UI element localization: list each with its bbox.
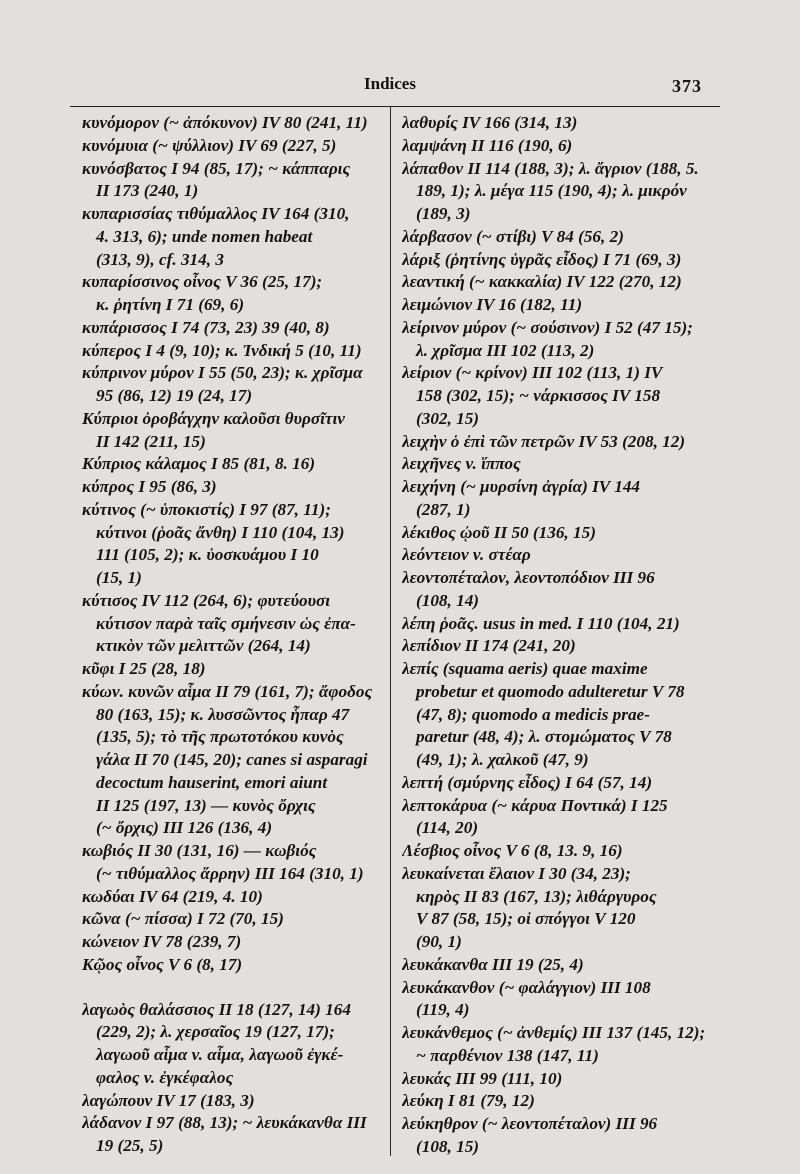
entry-headword-line: λαθυρίς IV 166 (314, 13)	[402, 113, 578, 132]
entry-headword-line: Κύπριος κάλαμος I 85 (81, 8. 16)	[82, 454, 316, 474]
entry-continuation-line: (~ ὄρχις) III 126 (136, 4)	[96, 818, 273, 838]
entry-continuation-line: (313, 9), cf. 314, 3	[96, 249, 224, 269]
index-entry	[82, 476, 382, 499]
index-entry	[82, 1090, 382, 1113]
entry-continuation-line: II 173 (240, 1)	[96, 181, 199, 201]
entry-continuation-line: (90, 1)	[416, 932, 462, 951]
index-entry	[402, 863, 720, 954]
index-column-left	[82, 112, 382, 1158]
index-entry	[402, 977, 720, 1023]
entry-continuation-line: λ. χρῖσμα III 102 (113, 2)	[416, 340, 595, 360]
entry-headword-line: λεπτοκάρυα (~ κάρυα Ποντικά) I 125	[402, 795, 668, 815]
entry-continuation-line: κύτισον παρὰ ταῖς σμήνεσιν ὡς ἐπα-	[96, 613, 356, 633]
entry-continuation-line: ~ παρθένιον 138 (147, 11)	[416, 1045, 599, 1065]
entry-headword-line: λειχὴν ὁ ἐπὶ τῶν πετρῶν IV 53 (208, 12)	[402, 431, 686, 451]
index-entry	[402, 112, 720, 135]
entry-continuation-line: (287, 1)	[416, 499, 471, 519]
entry-continuation-line: (15, 1)	[96, 568, 142, 587]
entry-headword-line: λαγώπουν IV 17 (183, 3)	[82, 1090, 255, 1110]
index-entry	[402, 362, 720, 430]
entry-headword-line: λείριον (~ κρίνον) III 102 (113, 1) IV	[402, 363, 663, 383]
index-entry	[82, 658, 382, 681]
entry-headword-line: λεοντοπέταλον, λεοντοπόδιον III 96	[402, 568, 655, 587]
entry-headword-line: κωβιός II 30 (131, 16) — κωβιός	[82, 841, 317, 860]
entry-headword-line: κυπάρισσος I 74 (73, 23) 39 (40, 8)	[82, 317, 330, 337]
index-entry	[402, 1113, 720, 1159]
entry-headword-line: λεύκη I 81 (79, 12)	[402, 1091, 535, 1111]
running-head: Indices	[364, 74, 416, 93]
entry-headword-line: λάπαθον II 114 (188, 3); λ. ἄγριον (188, 5.	[402, 158, 699, 178]
entry-headword-line: λάριξ (ῥητίνης ὑγρᾶς εἶδος) I 71 (69, 3)	[402, 249, 682, 269]
index-entry	[402, 954, 720, 977]
index-entry	[82, 271, 382, 317]
index-entry	[402, 613, 720, 636]
entry-headword-line: κύπρος I 95 (86, 3)	[82, 477, 217, 496]
entry-continuation-line: (229, 2); λ. χερσαῖος 19 (127, 17);	[96, 1022, 335, 1042]
index-entry	[82, 203, 382, 271]
entry-continuation-line: (108, 15)	[416, 1136, 480, 1156]
entry-headword-line: λειχῆνες v. ἵππος	[402, 454, 521, 474]
entry-headword-line: κυπαρισσίας τιθύμαλλος IV 164 (310,	[82, 204, 350, 223]
index-entry	[82, 499, 382, 590]
entry-headword-line: λεπτή (σμύρνης εἶδος) I 64 (57, 14)	[402, 772, 653, 792]
entry-continuation-line: φαλος v. ἐγκέφαλος	[96, 1067, 234, 1087]
entry-headword-line: Λέσβιος οἶνος V 6 (8, 13. 9, 16)	[402, 841, 623, 860]
index-column-right	[402, 112, 720, 1159]
index-entry	[82, 886, 382, 909]
entry-headword-line: κύων. κυνῶν αἷμα II 79 (161, 7); ἄφοδος	[82, 681, 373, 701]
index-entry	[82, 1112, 382, 1158]
entry-continuation-line: 19 (25, 5)	[96, 1136, 164, 1155]
index-entry	[82, 681, 382, 840]
entry-continuation-line: (108, 14)	[416, 590, 480, 610]
index-entry	[82, 408, 382, 454]
entry-continuation-line: 80 (163, 15); κ. λυσσῶντος ἧπαρ 47	[96, 704, 350, 724]
entry-headword-line: λευκάνθεμος (~ ἀνθεμίς) III 137 (145, 12);	[402, 1023, 706, 1042]
entry-continuation-line: (114, 20)	[416, 818, 479, 838]
index-entry	[402, 1022, 720, 1068]
index-entry	[402, 658, 720, 772]
index-entry	[82, 931, 382, 954]
index-entry	[402, 840, 720, 863]
entry-continuation-line: (189, 3)	[416, 204, 471, 223]
entry-continuation-line: κτικὸν τῶν μελιττῶν (264, 14)	[96, 636, 311, 656]
entry-headword-line: λεαντική (~ κακκαλία) IV 122 (270, 12)	[402, 272, 682, 292]
entry-continuation-line: κ. ῥητίνη I 71 (69, 6)	[96, 295, 245, 314]
entry-headword-line: λαγωὸς θαλάσσιος II 18 (127, 14) 164	[82, 999, 351, 1019]
header-rule	[70, 106, 720, 107]
entry-headword-line: λεπίδιον II 174 (241, 20)	[402, 636, 576, 656]
entry-continuation-line: II 125 (197, 13) — κυνὸς ὄρχις	[96, 795, 316, 815]
index-entry	[82, 158, 382, 204]
index-entry	[402, 317, 720, 363]
entry-continuation-line: 189, 1); λ. μέγα 115 (190, 4); λ. μικρόν	[416, 181, 687, 201]
entry-headword-line: λάδανον I 97 (88, 13); ~ λευκάκανθα III	[82, 1113, 367, 1133]
index-entry	[402, 226, 720, 249]
index-entry	[402, 476, 720, 522]
entry-headword-line: λειμώνιον IV 16 (182, 11)	[402, 295, 583, 314]
entry-headword-line: Κῷος οἶνος V 6 (8, 17)	[82, 954, 243, 974]
index-entry	[82, 999, 382, 1090]
index-entry	[402, 567, 720, 613]
index-entry	[402, 522, 720, 545]
index-entry	[402, 158, 720, 226]
entry-headword-line: λειχήνη (~ μυρσίνη ἀγρία) IV 144	[402, 477, 641, 496]
index-entry	[402, 294, 720, 317]
index-entry	[402, 431, 720, 454]
index-entry	[82, 135, 382, 158]
index-entry	[82, 840, 382, 886]
index-entry	[82, 453, 382, 476]
entry-continuation-line: paretur (48, 4); λ. στομώματος V 78	[416, 727, 672, 747]
entry-continuation-line: 95 (86, 12) 19 (24, 17)	[96, 386, 253, 405]
index-entry	[402, 635, 720, 658]
entry-headword-line: κῶνα (~ πίσσα) I 72 (70, 15)	[82, 909, 284, 929]
entry-headword-line: κωδύαι IV 64 (219, 4. 10)	[82, 886, 263, 906]
entry-headword-line: κυνόμορον (~ ἀπόκυνον) IV 80 (241, 11)	[82, 113, 368, 132]
index-entry	[82, 954, 382, 977]
index-entry	[82, 590, 382, 658]
entry-continuation-line: 158 (302, 15); ~ νάρκισσος IV 158	[416, 386, 661, 405]
entry-continuation-line: (302, 15)	[416, 408, 480, 428]
entry-headword-line: κυπαρίσσινος οἶνος V 36 (25, 17);	[82, 272, 323, 292]
entry-headword-line: κύτινος (~ ὑποκιστίς) I 97 (87, 11);	[82, 499, 331, 519]
entry-continuation-line: γάλα II 70 (145, 20); canes si asparagi	[96, 750, 368, 769]
entry-continuation-line: II 142 (211, 15)	[96, 431, 206, 451]
page-number: 373	[672, 76, 702, 96]
index-entry	[402, 271, 720, 294]
index-entry	[82, 317, 382, 340]
entry-headword-line: κυνόμυια (~ ψύλλιον) IV 69 (227, 5)	[82, 135, 337, 155]
index-entry	[82, 908, 382, 931]
column-divider	[390, 106, 391, 1156]
entry-headword-line: λευκάς III 99 (111, 10)	[402, 1068, 563, 1088]
entry-headword-line: κύπρινον μύρον I 55 (50, 23); κ. χρῖσμα	[82, 363, 363, 383]
entry-headword-line: κῦφι I 25 (28, 18)	[82, 659, 206, 678]
entry-continuation-line: probetur et quomodo adulteretur V 78	[416, 681, 685, 701]
index-entry	[402, 135, 720, 158]
index-entry	[402, 772, 720, 795]
entry-headword-line: λάρβασον (~ στίβι) V 84 (56, 2)	[402, 226, 624, 246]
entry-continuation-line: V 87 (58, 15); οἱ σπόγγοι V 120	[416, 909, 636, 929]
entry-headword-line: λεύκηθρον (~ λεοντοπέταλον) III 96	[402, 1114, 658, 1133]
entry-headword-line: λεπίς (squama aeris) quae maxime	[402, 659, 648, 678]
entry-headword-line: λαμψάνη II 116 (190, 6)	[402, 135, 573, 155]
index-entry	[402, 544, 720, 567]
index-entry	[402, 795, 720, 841]
entry-continuation-line: 4. 313, 6); unde nomen habeat	[96, 226, 313, 246]
entry-continuation-line: κηρὸς II 83 (167, 13); λιθάργυρος	[416, 886, 657, 906]
entry-headword-line: λείρινον μύρον (~ σούσινον) I 52 (47 15);	[402, 317, 693, 337]
index-entry	[82, 340, 382, 363]
entry-continuation-line: (135, 5); τὸ τῆς πρωτοτόκου κυνὸς	[96, 727, 344, 747]
entry-headword-line: λευκαίνεται ἔλαιον I 30 (34, 23);	[402, 863, 631, 883]
index-entry	[402, 453, 720, 476]
entry-headword-line: κώνειον IV 78 (239, 7)	[82, 932, 242, 951]
entry-headword-line: λεόντειον v. στέαρ	[402, 545, 531, 565]
entry-headword-line: λέκιθος ᾠοῦ II 50 (136, 15)	[402, 522, 596, 542]
index-entry	[402, 1090, 720, 1113]
index-entry	[82, 112, 382, 135]
entry-headword-line: κύτισος IV 112 (264, 6); φυτεύουσι	[82, 590, 331, 610]
index-entry	[402, 249, 720, 272]
entry-headword-line: λέπη ῥοᾶς. usus in med. I 110 (104, 21)	[402, 613, 680, 633]
entry-continuation-line: 111 (105, 2); κ. ὑοσκυάμου I 10	[96, 545, 319, 565]
index-entry	[402, 1068, 720, 1091]
entry-continuation-line: λαγωοῦ αἷμα v. αἷμα, λαγωοῦ ἐγκέ-	[96, 1045, 344, 1064]
entry-headword-line: λευκάκανθον (~ φαλάγγιον) III 108	[402, 977, 651, 997]
entry-headword-line: Κύπριοι ὀροβάγχην καλοῦσι θυρσῖτιν	[82, 408, 345, 428]
entry-headword-line: κύπερος I 4 (9, 10); κ. Ἰνδική 5 (10, 11)	[82, 340, 362, 360]
index-entry	[82, 362, 382, 408]
entry-continuation-line: (~ τιθύμαλλος ἄρρην) III 164 (310, 1)	[96, 863, 364, 883]
entry-headword-line: λευκάκανθα III 19 (25, 4)	[402, 954, 584, 974]
entry-continuation-line: (119, 4)	[416, 1000, 470, 1020]
entry-headword-line: κυνόσβατος I 94 (85, 17); ~ κάππαρις	[82, 158, 351, 178]
entry-continuation-line: (47, 8); quomodo a medicis prae-	[416, 704, 650, 724]
entry-continuation-line: decoctum hauserint, emori aiunt	[96, 772, 328, 792]
entry-continuation-line: (49, 1); λ. χαλκοῦ (47, 9)	[416, 750, 589, 769]
entry-continuation-line: κύτινοι (ῥοᾶς ἄνθη) I 110 (104, 13)	[96, 522, 345, 542]
